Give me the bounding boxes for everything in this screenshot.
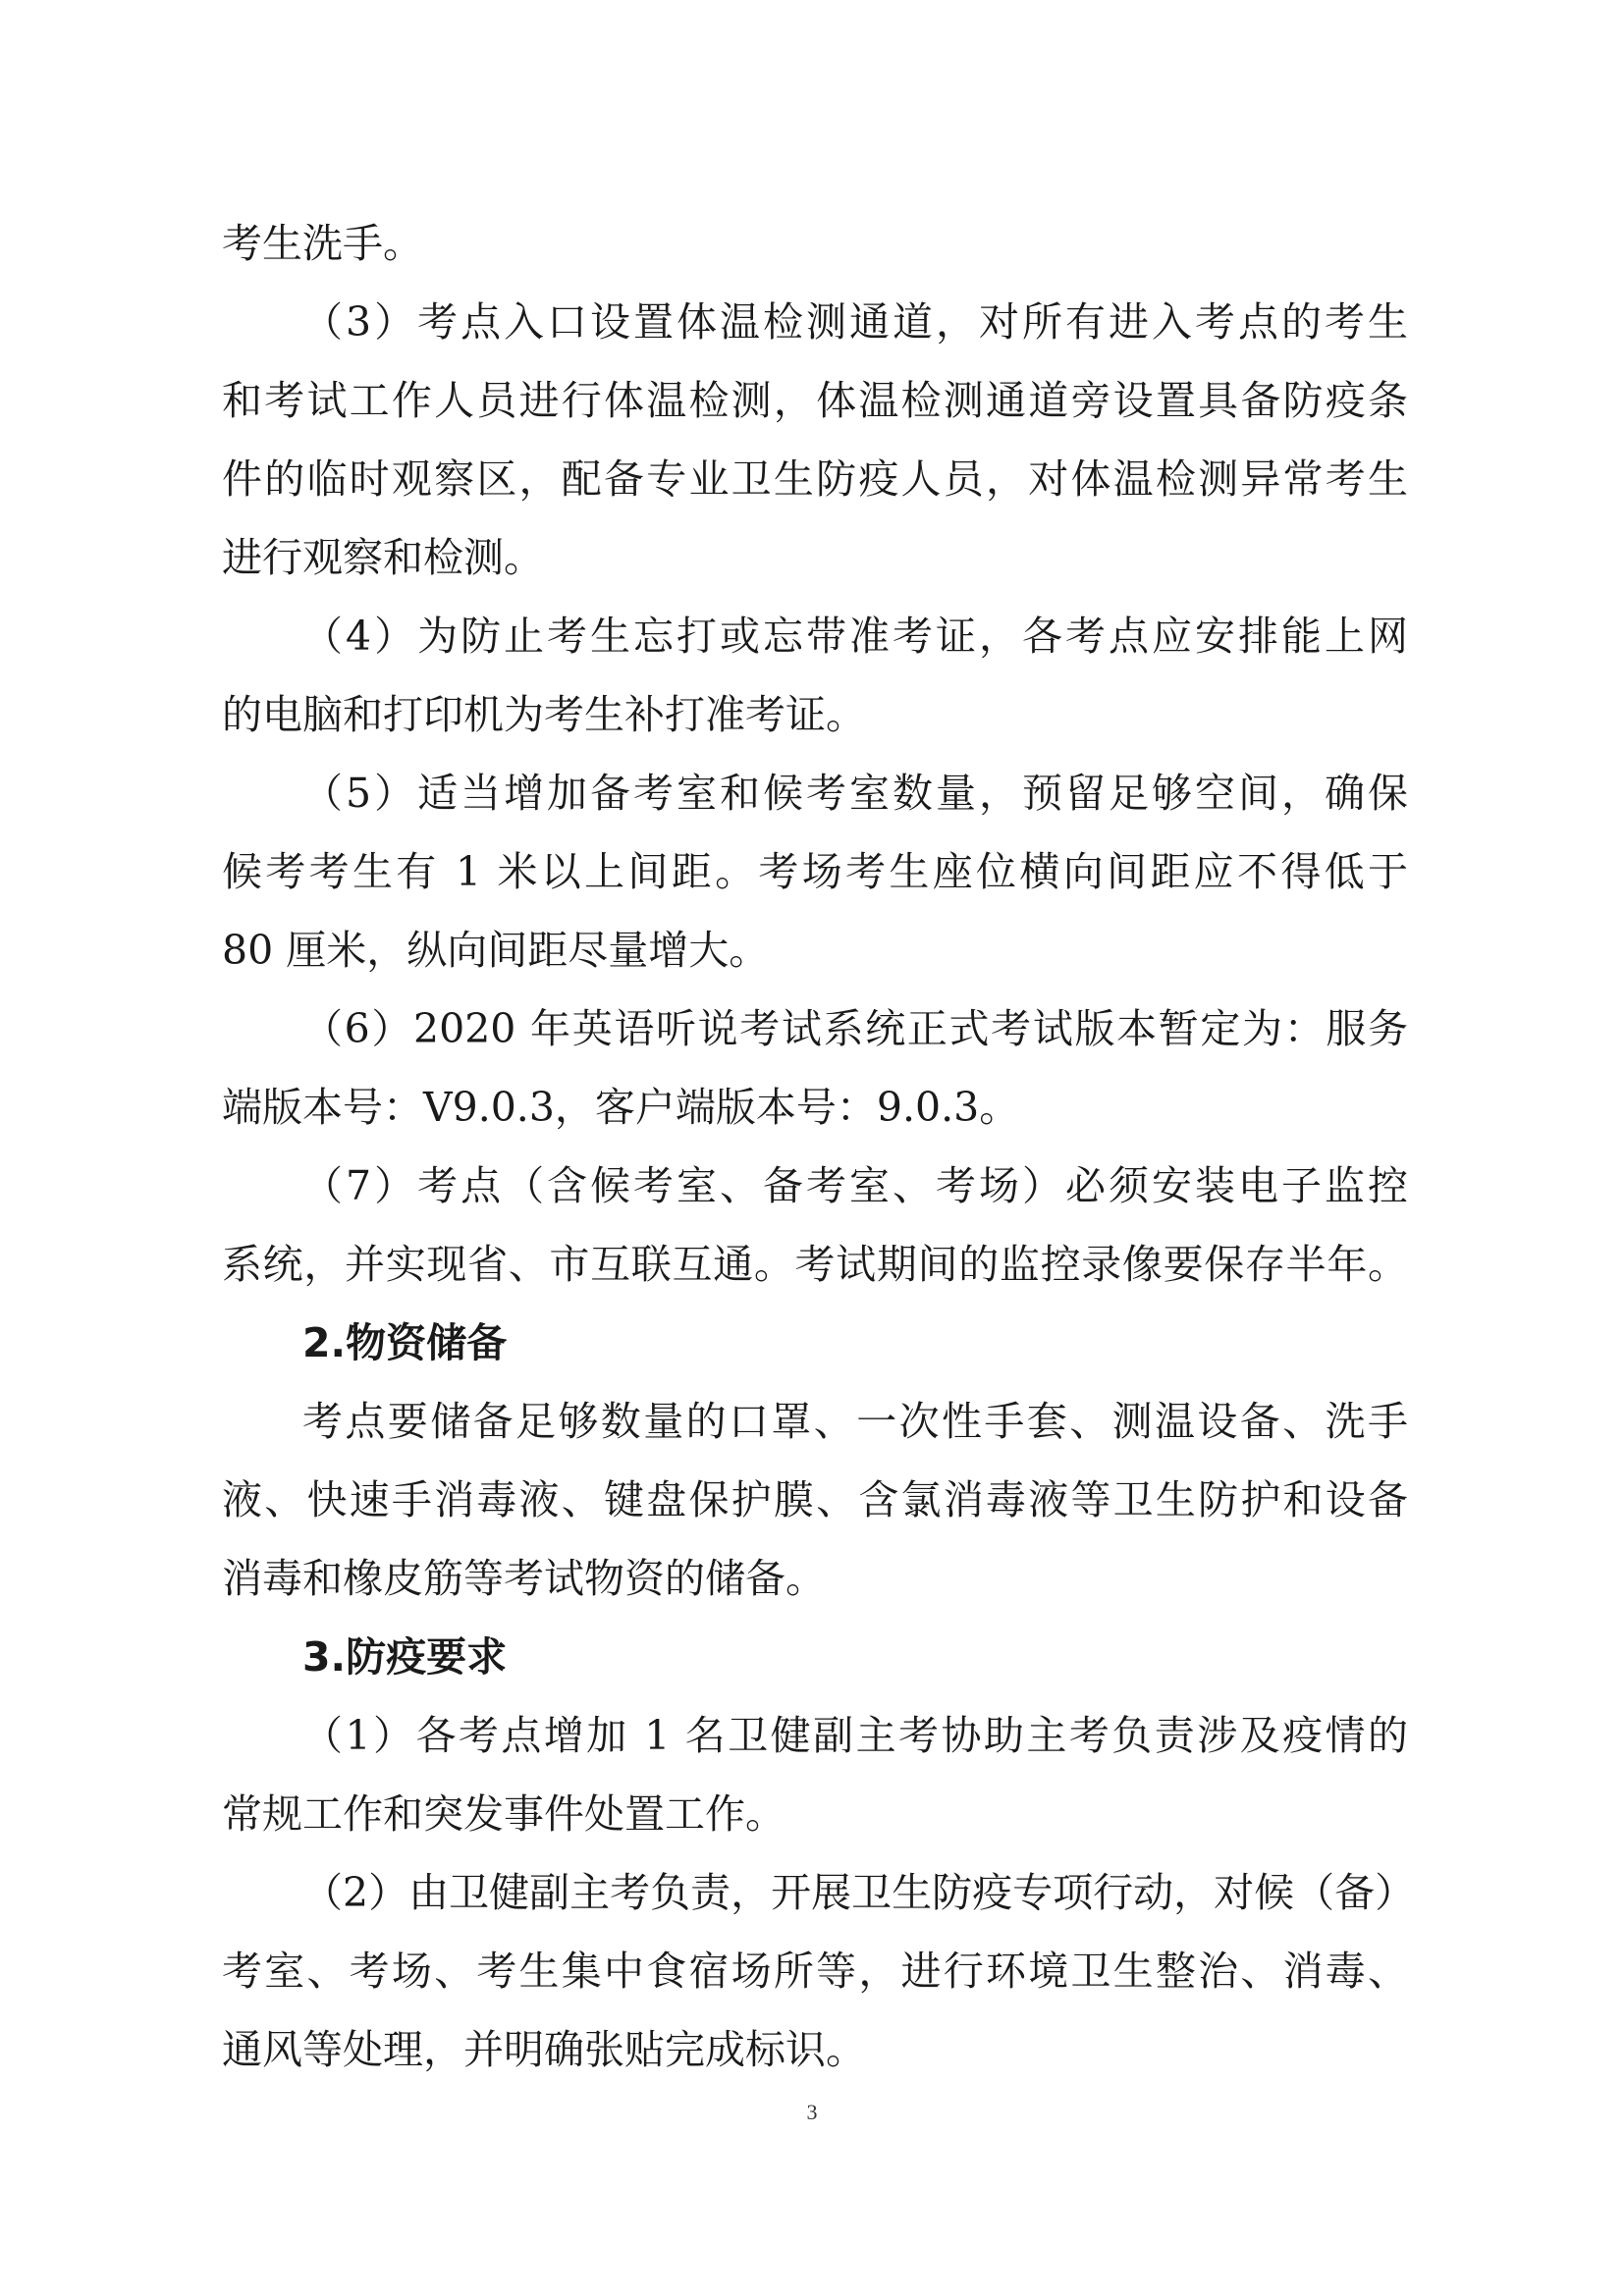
list-item-7: （7）考点（含候考室、备考室、考场）必须安装电子监控 bbox=[302, 1162, 1408, 1209]
body-text-line: 考室、考场、考生集中食宿场所等，进行环境卫生整治、消毒、 bbox=[222, 1948, 1408, 1995]
list-item-3: （3）考点入口设置体温检测通道，对所有进入考点的考生 bbox=[302, 298, 1408, 346]
body-text-line: 进行观察和检测。 bbox=[222, 534, 544, 581]
body-text-line: 端版本号：V9.0.3，客户端版本号：9.0.3。 bbox=[222, 1084, 1020, 1131]
body-text-line: 常规工作和突发事件处置工作。 bbox=[222, 1790, 785, 1838]
body-text-line: 考点要储备足够数量的口罩、一次性手套、测温设备、洗手 bbox=[302, 1398, 1408, 1445]
list-item-5: （5）适当增加备考室和候考室数量，预留足够空间，确保 bbox=[302, 770, 1408, 817]
page-number: 3 bbox=[806, 2100, 818, 2124]
body-text-line: 通风等处理，并明确张贴完成标识。 bbox=[222, 2026, 866, 2073]
body-text-line: 候考考生有 1 米以上间距。考场考生座位横向间距应不得低于 bbox=[222, 848, 1408, 895]
body-text-line: 和考试工作人员进行体温检测，体温检测通道旁设置具备防疫条 bbox=[222, 377, 1408, 424]
section-heading-materials: 2.物资储备 bbox=[302, 1319, 508, 1366]
body-text-line: 系统，并实现省、市互联互通。考试期间的监控录像要保存半年。 bbox=[222, 1241, 1408, 1288]
list-item-2: （2）由卫健副主考负责，开展卫生防疫专项行动，对候（备） bbox=[302, 1869, 1416, 1916]
body-text-line: 液、快速手消毒液、键盘保护膜、含氯消毒液等卫生防护和设备 bbox=[222, 1476, 1408, 1523]
body-text-line: 件的临时观察区，配备专业卫生防疫人员，对体温检测异常考生 bbox=[222, 455, 1408, 503]
list-item-6: （6）2020 年英语听说考试系统正式考试版本暂定为：服务 bbox=[302, 1005, 1408, 1052]
body-text-line: 的电脑和打印机为考生补打准考证。 bbox=[222, 691, 866, 738]
list-item-4: （4）为防止考生忘打或忘带准考证，各考点应安排能上网 bbox=[302, 613, 1408, 660]
body-text-line: 消毒和橡皮筋等考试物资的储备。 bbox=[222, 1555, 826, 1602]
list-item-1: （1）各考点增加 1 名卫健副主考协助主考负责涉及疫情的 bbox=[302, 1712, 1408, 1759]
body-text-line: 考生洗手。 bbox=[222, 220, 423, 267]
section-heading-epidemic: 3.防疫要求 bbox=[302, 1633, 508, 1681]
body-text-line: 80 厘米，纵向间距尽量增大。 bbox=[222, 927, 770, 974]
